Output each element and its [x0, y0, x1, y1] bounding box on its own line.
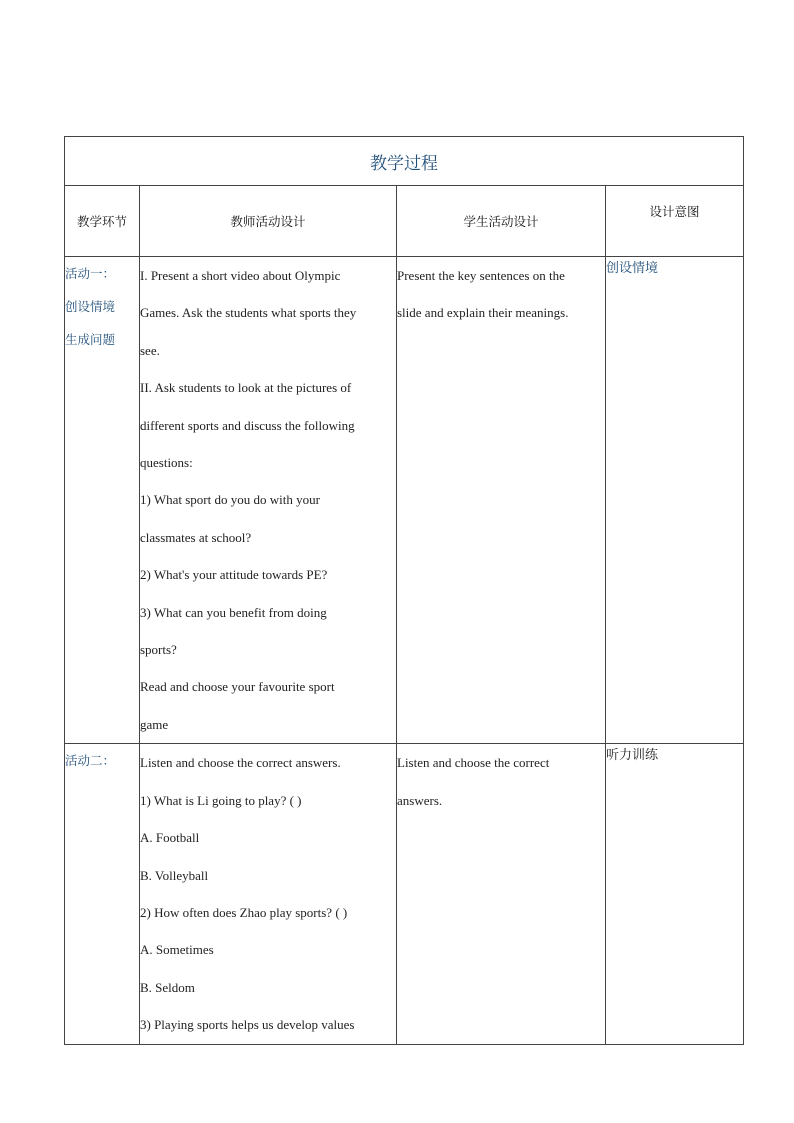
teacher-activity-line: Listen and choose the correct answers. — [140, 755, 341, 771]
design-purpose-text: 听力训练 — [606, 748, 659, 764]
teacher-activity-line: 2) How often does Zhao play sports? ( ) — [140, 904, 348, 920]
teacher-activity-line: I. Present a short video about Olympic — [140, 268, 341, 283]
student-activity-cell — [397, 744, 606, 1044]
teacher-activity-line: different sports and discuss the following — [140, 417, 355, 433]
teaching-process-table — [64, 136, 744, 1045]
header-teacher-activity: 教师活动设计 — [140, 186, 397, 257]
table-title: 教学过程 — [65, 137, 744, 186]
design-purpose-cell — [606, 257, 744, 744]
teacher-activity-line: sports? — [140, 642, 177, 658]
teacher-activity-line: classmates at school? — [140, 529, 252, 545]
student-activity-line: Present the key sentences on the — [397, 268, 565, 283]
stage-label: 生成问题 — [65, 332, 116, 347]
teacher-activity-line: 1) What sport do you do with your — [140, 492, 320, 508]
design-purpose-cell — [606, 744, 744, 1044]
teacher-activity-line: B. Seldom — [140, 979, 195, 995]
teacher-activity-line: Games. Ask the students what sports they — [140, 305, 357, 321]
table-row — [65, 257, 744, 744]
teacher-activity-line: 3) What can you benefit from doing — [140, 604, 327, 620]
teacher-activity-line: II. Ask students to look at the pictures of — [140, 380, 352, 396]
teacher-activity-line: 3) Playing sports helps us develop values — [140, 1017, 355, 1033]
student-activity-line: answers. — [397, 792, 443, 808]
teacher-activity-line: 1) What is Li going to play? ( ) — [140, 792, 302, 808]
teacher-activity-cell — [140, 257, 397, 744]
stage-label: 创设情境 — [65, 299, 116, 314]
teacher-activity-line: 2) What's your attitude towards PE? — [140, 567, 328, 583]
teacher-activity-line: questions: — [140, 455, 193, 471]
design-purpose-text: 创设情境 — [606, 261, 659, 276]
header-student-activity: 学生活动设计 — [397, 186, 606, 257]
teacher-activity-cell — [140, 744, 397, 1044]
header-row — [65, 186, 744, 257]
stage-cell — [65, 257, 140, 744]
stage-label: 活动二： — [65, 753, 116, 769]
teacher-activity-line: see. — [140, 342, 160, 358]
teacher-activity-line: A. Sometimes — [140, 942, 214, 958]
title-row — [65, 137, 744, 186]
teacher-activity-line: A. Football — [140, 830, 200, 846]
header-stage: 教学环节 — [65, 186, 140, 257]
teacher-activity-line: game — [140, 716, 169, 732]
student-activity-line: slide and explain their meanings. — [397, 305, 569, 321]
teacher-activity-line: Read and choose your favourite sport — [140, 679, 335, 695]
student-activity-line: Listen and choose the correct — [397, 755, 550, 771]
teacher-activity-line: B. Volleyball — [140, 867, 209, 883]
student-activity-cell — [397, 257, 606, 744]
table-row — [65, 744, 744, 1044]
stage-cell — [65, 744, 140, 1044]
stage-label: 活动一： — [65, 266, 116, 281]
header-design-purpose: 设计意图 — [606, 186, 744, 257]
